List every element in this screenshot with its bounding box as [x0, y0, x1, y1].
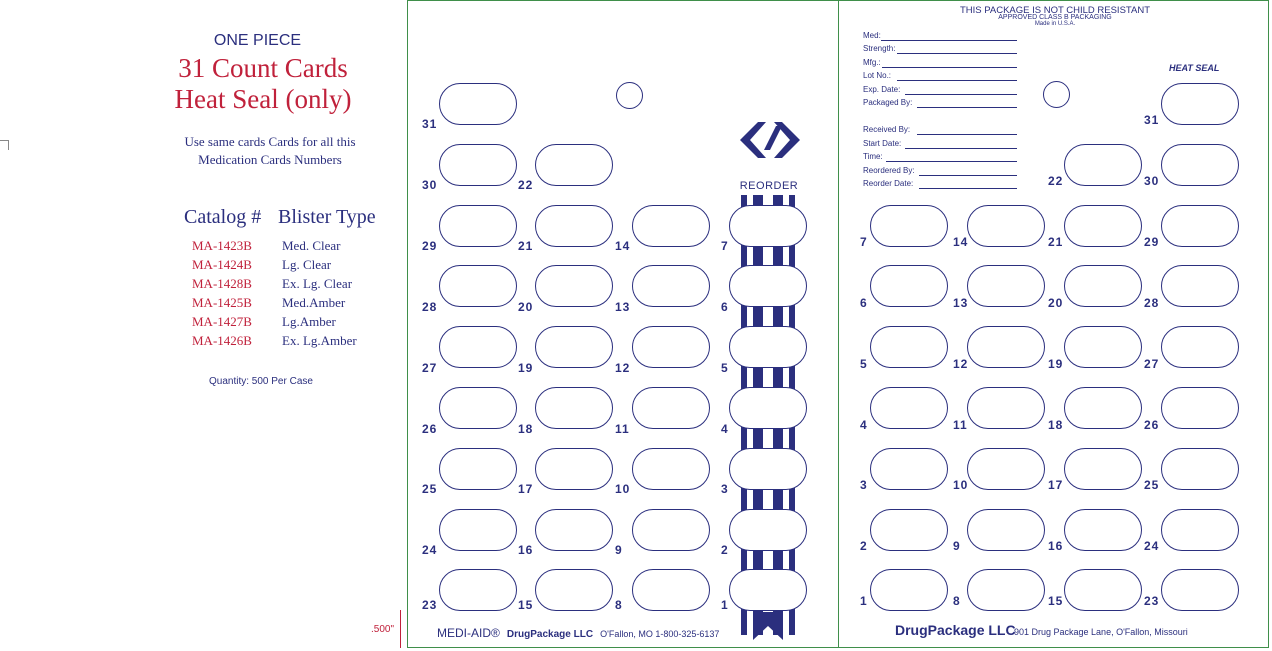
blister-cavity	[1161, 83, 1239, 125]
form-field-label: Lot No.:	[863, 71, 892, 80]
blister-cavity	[632, 509, 710, 551]
one-piece-label: ONE PIECE	[213, 32, 302, 49]
dimension-label: .500"	[371, 624, 395, 635]
blister-cavity	[967, 326, 1045, 368]
day-number: 2	[721, 543, 729, 557]
day-number: 3	[860, 478, 868, 492]
day-number: 21	[1048, 235, 1064, 249]
heat-seal-logo: HEAT SEAL	[1169, 63, 1220, 73]
day-number: 26	[1144, 418, 1160, 432]
blister-cavity	[1161, 205, 1239, 247]
reorder-label: REORDER	[739, 180, 799, 192]
day-number: 25	[1144, 478, 1160, 492]
blister-cavity	[632, 569, 710, 611]
day-number: 28	[422, 300, 438, 314]
blister-cavity	[870, 569, 948, 611]
blister-cavity	[729, 205, 807, 247]
approved-packaging: APPROVED CLASS B PACKAGING	[998, 14, 1112, 21]
blister-cavity	[729, 569, 807, 611]
day-number: 9	[953, 539, 961, 553]
day-number: 27	[1144, 357, 1160, 371]
footer-left	[437, 626, 719, 640]
day-number: 11	[615, 422, 630, 436]
day-number: 24	[1144, 539, 1160, 553]
day-number: 10	[953, 478, 969, 492]
footer-right-brand: DrugPackage LLC	[895, 622, 1016, 638]
hanging-hole	[1043, 81, 1070, 108]
day-number: 30	[1144, 174, 1160, 188]
blister-cavity	[535, 205, 613, 247]
day-number: 13	[953, 296, 969, 310]
day-number: 12	[953, 357, 969, 371]
blister-cavity	[535, 569, 613, 611]
blister-cavity	[870, 205, 948, 247]
blister-type: Ex. Lg. Clear	[282, 276, 353, 291]
form-field-line	[886, 161, 1017, 162]
day-number: 29	[422, 239, 438, 253]
blister-type: Ex. Lg.Amber	[282, 333, 357, 348]
day-number: 4	[860, 418, 868, 432]
blister-cavity	[1064, 387, 1142, 429]
day-number: 20	[518, 300, 534, 314]
quantity-per-case: Quantity: 500 Per Case	[209, 376, 313, 387]
day-number: 22	[1048, 174, 1064, 188]
form-field-line	[919, 175, 1017, 176]
form-field-label: Strength:	[863, 44, 896, 53]
form-field-line	[881, 40, 1017, 41]
blister-cavity	[439, 144, 517, 186]
day-number: 20	[1048, 296, 1064, 310]
day-number: 16	[518, 543, 534, 557]
blister-cavity	[439, 83, 517, 125]
footer-right-address: 901 Drug Package Lane, O'Fallon, Missouri	[1014, 627, 1188, 637]
blister-cavity	[1161, 509, 1239, 551]
blister-cavity	[967, 569, 1045, 611]
blister-cavity	[1161, 265, 1239, 307]
form-field-line	[919, 188, 1017, 189]
day-number: 31	[1144, 113, 1160, 127]
blister-cavity	[729, 387, 807, 429]
blister-cavity	[967, 448, 1045, 490]
blister-cavity	[967, 205, 1045, 247]
day-number: 13	[615, 300, 631, 314]
catalog-number: MA-1427B	[192, 314, 252, 329]
blister-cavity	[729, 509, 807, 551]
blister-cavity	[535, 265, 613, 307]
blister-cavity	[729, 326, 807, 368]
day-number: 16	[1048, 539, 1064, 553]
day-number: 29	[1144, 235, 1160, 249]
day-number: 5	[860, 357, 868, 371]
blister-cavity	[439, 265, 517, 307]
crop-mark	[0, 140, 8, 141]
title-line-1: 31 Count Cards	[178, 53, 348, 83]
form-field-line	[917, 107, 1017, 108]
note-line-2: Medication Cards Numbers	[198, 152, 342, 167]
blister-cavity	[1064, 144, 1142, 186]
hanging-hole	[616, 82, 643, 109]
title-line-2: Heat Seal (only)	[174, 84, 352, 114]
blister-type: Med.Amber	[282, 295, 346, 310]
fold-line	[838, 0, 839, 648]
day-number: 31	[422, 117, 438, 131]
blister-cavity	[1161, 387, 1239, 429]
blister-cavity	[439, 448, 517, 490]
form-field-label: Reorder Date:	[863, 179, 914, 188]
day-number: 4	[721, 422, 729, 436]
form-field-label: Mfg.:	[863, 58, 881, 67]
drugpackage-brand: DrugPackage LLC	[506, 629, 594, 640]
catalog-number: MA-1424B	[192, 257, 252, 272]
form-field-line	[905, 94, 1017, 95]
blister-cavity	[1064, 569, 1142, 611]
crop-mark	[8, 140, 9, 150]
day-number: 11	[953, 418, 968, 432]
form-field-label: Received By:	[863, 125, 911, 134]
form-field-label: Med:	[863, 31, 881, 40]
day-number: 8	[615, 598, 623, 612]
blister-cavity	[1064, 265, 1142, 307]
form-field-label: Start Date:	[863, 139, 902, 148]
day-number: 30	[422, 178, 438, 192]
blister-cavity	[1064, 205, 1142, 247]
day-number: 6	[860, 296, 868, 310]
day-number: 9	[615, 543, 623, 557]
note-line-1: Use same cards Cards for all this	[184, 134, 356, 149]
form-field-label: Reordered By:	[863, 166, 915, 175]
blister-cavity	[870, 448, 948, 490]
blister-cavity	[632, 387, 710, 429]
blister-cavity	[439, 387, 517, 429]
day-number: 15	[518, 598, 534, 612]
blister-cavity	[632, 448, 710, 490]
blister-cavity	[439, 205, 517, 247]
day-number: 1	[860, 594, 868, 608]
form-field-line	[905, 148, 1017, 149]
blister-type: Lg.Amber	[282, 314, 336, 329]
made-in-usa: Made in U.S.A.	[1034, 21, 1076, 27]
day-number: 1	[721, 598, 729, 612]
day-number: 17	[518, 482, 534, 496]
day-number: 24	[422, 543, 438, 557]
reorder-arrow	[753, 612, 783, 640]
day-number: 25	[422, 482, 438, 496]
dimension-line	[400, 610, 401, 648]
form-field-line	[882, 67, 1017, 68]
day-number: 14	[615, 239, 631, 253]
blister-type-header: Blister Type	[278, 206, 376, 228]
form-field-line	[897, 80, 1017, 81]
day-number: 28	[1144, 296, 1160, 310]
blister-cavity	[1161, 569, 1239, 611]
day-number: 10	[615, 482, 631, 496]
day-number: 21	[518, 239, 534, 253]
day-number: 14	[953, 235, 969, 249]
blister-cavity	[439, 326, 517, 368]
blister-cavity	[1064, 326, 1142, 368]
blister-cavity	[870, 326, 948, 368]
day-number: 19	[518, 361, 534, 375]
medi-aid-brand: MEDI-AID®	[437, 626, 500, 640]
blister-cavity	[1161, 326, 1239, 368]
day-number: 12	[615, 361, 631, 375]
form-field-line	[897, 53, 1017, 54]
blister-cavity	[535, 387, 613, 429]
blister-cavity	[729, 265, 807, 307]
day-number: 3	[721, 482, 729, 496]
blister-cavity	[439, 509, 517, 551]
day-number: 2	[860, 539, 868, 553]
child-resistant-warning: THIS PACKAGE IS NOT CHILD RESISTANT	[959, 5, 1151, 16]
form-field-label: Packaged By:	[863, 98, 913, 107]
catalog-number: MA-1423B	[192, 238, 252, 253]
blister-type: Med. Clear	[282, 238, 341, 253]
blister-cavity	[967, 387, 1045, 429]
blister-cavity	[535, 326, 613, 368]
day-number: 8	[953, 594, 961, 608]
blister-cavity	[729, 448, 807, 490]
day-number: 18	[518, 422, 534, 436]
catalog-number: MA-1428B	[192, 276, 252, 291]
footer-address: O'Fallon, MO 1-800-325-6137	[600, 629, 720, 639]
drugpackage-logo-icon	[740, 120, 800, 160]
blister-cavity	[439, 569, 517, 611]
blister-cavity	[1161, 448, 1239, 490]
blister-cavity	[870, 387, 948, 429]
day-number: 26	[422, 422, 438, 436]
day-number: 5	[721, 361, 729, 375]
day-number: 27	[422, 361, 438, 375]
blister-cavity	[1161, 144, 1239, 186]
form-field-line	[917, 134, 1017, 135]
blister-cavity	[1064, 509, 1142, 551]
blister-cavity	[632, 205, 710, 247]
blister-cavity	[535, 509, 613, 551]
day-number: 17	[1048, 478, 1064, 492]
day-number: 7	[721, 239, 729, 253]
blister-cavity	[1064, 448, 1142, 490]
day-number: 23	[422, 598, 438, 612]
catalog-number: MA-1426B	[192, 333, 252, 348]
blister-cavity	[870, 265, 948, 307]
blister-type: Lg. Clear	[282, 257, 332, 272]
blister-cavity	[632, 326, 710, 368]
blister-cavity	[632, 265, 710, 307]
form-field-label: Time:	[863, 152, 883, 161]
form-field-label: Exp. Date:	[863, 85, 901, 94]
day-number: 22	[518, 178, 534, 192]
blister-cavity	[967, 509, 1045, 551]
day-number: 23	[1144, 594, 1160, 608]
catalog-header: Catalog #	[184, 206, 262, 228]
blister-cavity	[967, 265, 1045, 307]
catalog-number: MA-1425B	[192, 295, 252, 310]
blister-cavity	[870, 509, 948, 551]
day-number: 18	[1048, 418, 1064, 432]
day-number: 6	[721, 300, 729, 314]
blister-cavity	[535, 144, 613, 186]
day-number: 15	[1048, 594, 1064, 608]
day-number: 19	[1048, 357, 1064, 371]
blister-cavity	[535, 448, 613, 490]
day-number: 7	[860, 235, 868, 249]
